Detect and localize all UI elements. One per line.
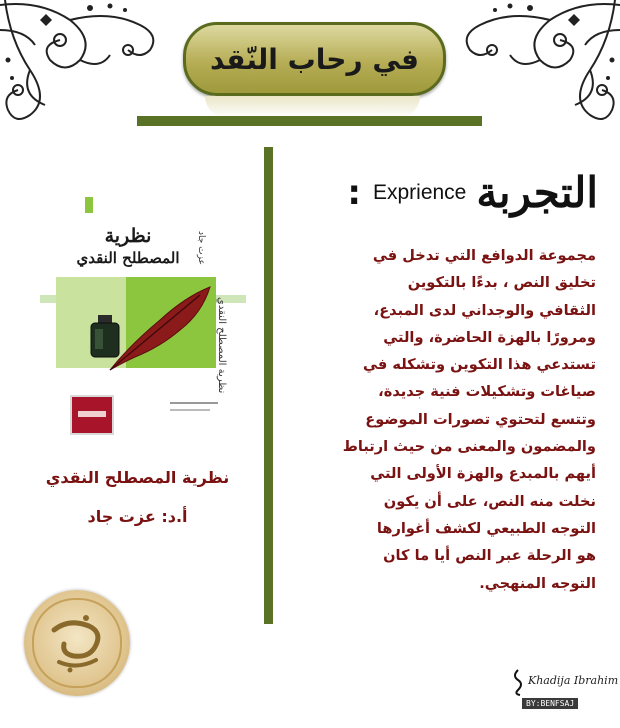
signature-mark-icon [510,668,526,696]
inkwell-icon [88,315,122,359]
text-line: الثقافي والوجداني لدى المبدع، [373,301,596,319]
text-line: مجموعة الدوافع التي تدخل في [372,247,596,264]
text-line: وتتسع لتحتوي تصورات الموضوع [365,410,596,428]
horizontal-divider [137,116,482,126]
text-line: تستدعي هذا التكوين وتشكله في [362,356,596,374]
text-line: صياغات وتشكيلات فنية جديدة، [378,383,596,401]
text-line: التوجه المنهجي. [479,574,596,592]
corner-ornament-right-icon [450,0,620,130]
cover-detail-line [170,402,218,404]
text-line: هو الرحلة عبر النص أيا ما كان [383,547,596,565]
book-title-caption: نظرية المصطلح النقدي [45,468,230,487]
text-line: أيهم بالمبدع والهزة الأولى التي [370,465,596,483]
cover-title-line1: نظرية [104,225,152,247]
heading-colon: : [347,172,361,213]
definition-text [291,242,596,597]
vertical-divider [264,147,273,624]
book-cover [40,197,246,442]
designer-signature [510,668,619,718]
corner-ornament-left-icon [0,0,170,130]
cover-author: عزت جاد [196,231,206,265]
text-line: ومرورًا بالهزة الحاضرة، والتي [383,328,596,346]
cover-accent [85,197,93,213]
cover-detail-line [170,409,210,411]
banner-reflection [205,96,420,118]
cover-title [58,225,198,269]
section-heading [347,168,598,217]
book-author-caption: أ.د: عزت جاد [87,507,188,526]
cover-spine-title: نظرية المصطلح النقدي [216,297,227,394]
text-line: التوجه الطبيعي لكشف أغوارها [376,519,596,537]
signature-name: Khadija Ibrahim [528,674,619,687]
text-line: تخليق النص ، بدءًا بالتكوين [407,274,596,292]
calligraphy-logo-icon [34,600,120,686]
publisher-logo [70,395,114,435]
heading-arabic: التجربة [476,168,598,217]
banner-title: في رحاب النّقد [210,42,419,76]
signature-tag: BY:BENFSAJ [522,698,578,709]
abaad-adabiya-logo [24,590,130,696]
cover-title-line2: المصطلح النقدي [76,249,180,267]
header-banner [183,22,446,96]
text-line: نخلت منه النص، على أن يكون [383,492,596,510]
text-line: والمضمون والمعنى من حيث ارتباط [342,438,596,456]
heading-english: Exprience [372,180,467,204]
